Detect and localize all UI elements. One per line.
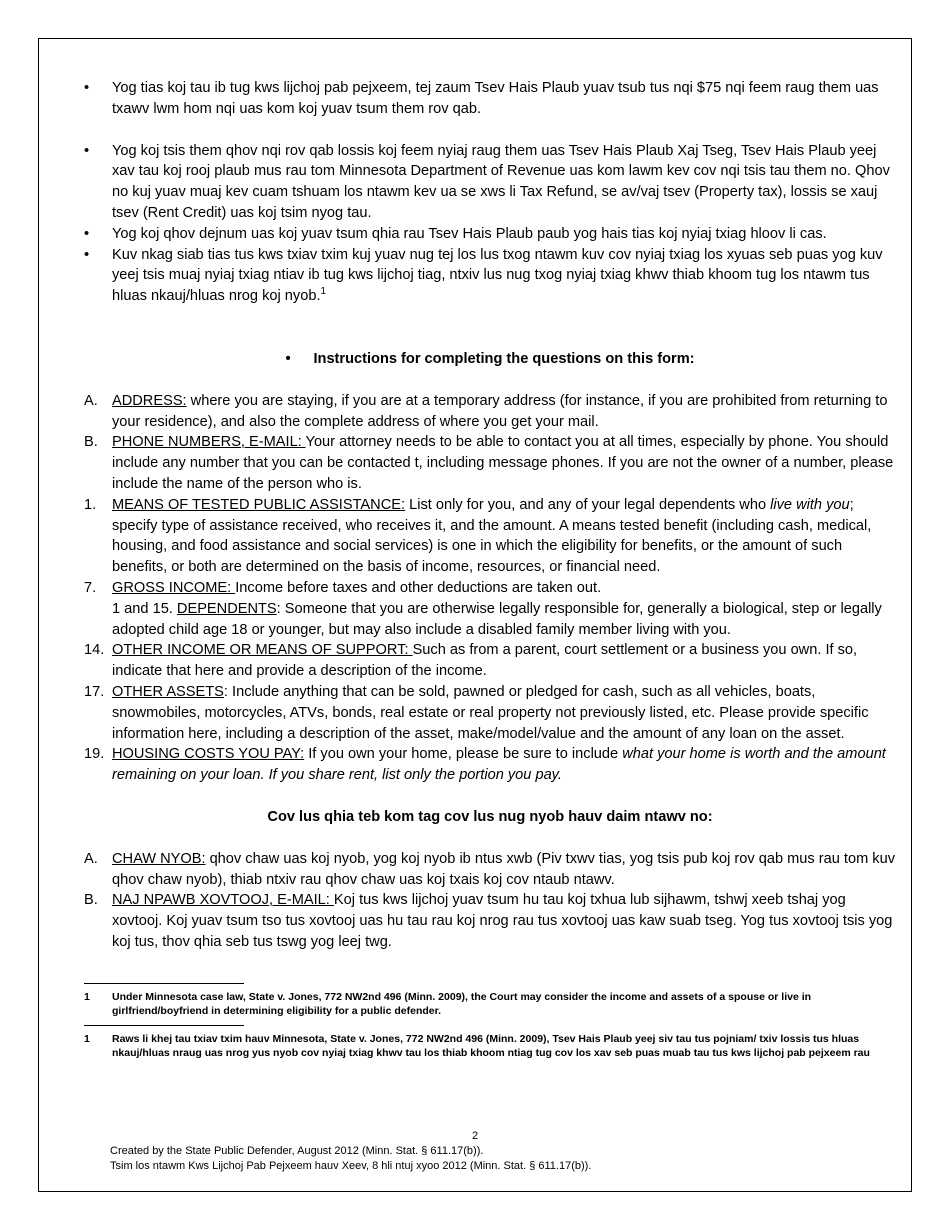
- hmong-item: B. NAJ NPAWB XOVTOOJ, E-MAIL: Koj tus kws lijchoj yuav tsum hu tau koj txhua lub sijhawm, tshwj xeeb tshaj yog xovtooj. Koj yuav tsum tso tus xovtooj uas hu tau rau koj nrog rau tus xovtooj uas kaw suab tseg. Yog tus xovtooj tsis yog koj tus, thov qhia seb tus tswg yog leej twg.: [84, 892, 893, 950]
- instruction-item: 7. GROSS INCOME: Income before taxes and other deductions are taken out.: [84, 579, 602, 596]
- bullet-item: • Yog tias koj tau ib tug kws lijchoj pab pejxeem, tej zaum Tsev Hais Plaub yuav tsub tus nqi $75 nqi feem raug them uas txawv lwm hom nqi uas kom koj yuav tsum them rov qab.: [84, 80, 879, 117]
- bullet-icon: •: [285, 350, 291, 367]
- footnote-ref: 1: [320, 286, 327, 298]
- instruction-item: 14. OTHER INCOME OR MEANS OF SUPPORT: Such as from a parent, court settlement or a business you own. If so, indicate that here and provide a description of the income.: [84, 642, 858, 680]
- bullet-icon: •: [84, 80, 90, 96]
- bullet-item: • Yog koj tsis them qhov nqi rov qab lossis koj feem nyiaj raug them uas Tsev Hais Plaub Xaj Tseg, Tsev Hais Plaub yeej xav tau koj rooj plaub mus rau tom Minnesota Department of Revenue uas kom lawm kev cov nqi tsis tau them no. Qhov no kuj yuav muaj kev cuam tshuam los ntawm kev ua se xws li Tax Refund, se av/vaj tsev (Property tax), lossis se xauj tsev (Rent Credit) uas koj tsim nyog tau.: [84, 142, 890, 221]
- instruction-item: 1. MEANS OF TESTED PUBLIC ASSISTANCE: List only for you, and any of your legal dependents who live with you; specify type of assistance received, who receives it, and the amount. A means tested benefit (including cash, medical, housing, and food assistance and social services) is one in which the eligibility for benefits, or the amount of such benefits, or both are determined on the basis of income, resources, or financial need.: [84, 496, 872, 576]
- instruction-item: B. PHONE NUMBERS, E-MAIL: Your attorney needs to be able to contact you at all times, especially by phone. You should include any number that you can be contacted t, including message phones. If you are not the owner of a number, please include the name of the person who is.: [84, 434, 894, 492]
- footnote: 1 Raws li khej tau txiav txim hauv Minnesota, State v. Jones, 772 NW2nd 496 (Minn. 2009), Tsev Hais Plaub yeej siv tau tus pojniam/ txiv lossis tus hluas nkauj/hluas nraug uas nrog yus nyob cov nyiaj txiag khwv tau los thiab khoom ntiag tug cov los xav seb puas muab tau tus kws lijchoj pab pejxeem rau: [84, 1032, 870, 1060]
- footnote: 1 Under Minnesota case law, State v. Jones, 772 NW2nd 496 (Minn. 2009), the Court may consider the income and assets of a spouse or live in girlfriend/boyfriend in determining eligibility for a public defender.: [84, 990, 812, 1018]
- bullet-item: • Yog koj qhov dejnum uas koj yuav tsum qhia rau Tsev Hais Plaub paub yog hais tias koj nyiaj txiag hloov li cas.: [84, 224, 896, 245]
- instruction-item: 17. OTHER ASSETS: Include anything that can be sold, pawned or pledged for cash, such as all vehicles, boats, snowmobiles, motorcycles, ATVs, bonds, real estate or real property not previously listed, etc. Please provide specific information here, including a description of the asset, make/model/value and the amount of any loan on the asset.: [84, 683, 869, 742]
- footer-line: Tsim los ntawm Kws Lijchoj Pab Pejxeem hauv Xeev, 8 hli ntuj xyoo 2012 (Minn. Stat. § 611.17(b)).: [110, 1160, 592, 1172]
- bullet-icon: •: [84, 225, 90, 242]
- document-body: [84, 78, 896, 1061]
- instruction-item: 19. HOUSING COSTS YOU PAY: If you own your home, please be sure to include what your home is worth and the amount remaining on your loan. If you share rent, list only the portion you pay.: [84, 746, 886, 784]
- instruction-item: 1 and 15. DEPENDENTS: Someone that you are otherwise legally responsible for, generally a biological, step or legally adopted child age 18 or younger, but may also include a disabled family member living with you.: [112, 600, 882, 638]
- bullet-icon: •: [84, 142, 90, 159]
- bullet-icon: •: [84, 246, 90, 263]
- instruction-item: A. ADDRESS: where you are staying, if you are at a temporary address (for instance, if you are prohibited from returning to your residence), and also the complete address of where you get your mail.: [84, 392, 888, 430]
- bullet-item: • Kuv nkag siab tias tus kws txiav txim kuj yuav nug tej los lus txog ntawm kuv cov nyiaj txiag los xyuas seb puas yog kuv yeej tsis muaj nyiaj txiag ntiav ib tug kws lijchoj tiag, ntxiv lus nug txog nyiaj txiag khwv thiab khoom tug los ntawm tus hluas nkauj/hluas nrog koj nyob.$^1$: [84, 246, 883, 305]
- instructions-heading: • Instructions for completing the questions on this form:: [84, 349, 896, 370]
- hmong-heading: Cov lus qhia teb kom tag cov lus nug nyob hauv daim ntawv no:: [267, 808, 713, 825]
- hmong-item: A. CHAW NYOB: qhov chaw uas koj nyob, yog koj nyob ib ntus xwb (Piv txwv tias, yog tsis pub koj rov qab mus rau tom kuv qhov chaw nyob), thiab ntxiv rau qhov chaw uas koj txais koj cov ntaub ntawv.: [84, 850, 895, 888]
- page-footer: [110, 1130, 810, 1174]
- page-number: 2: [471, 1130, 479, 1142]
- footer-line: Created by the State Public Defender, August 2012 (Minn. Stat. § 611.17(b)).: [110, 1145, 484, 1157]
